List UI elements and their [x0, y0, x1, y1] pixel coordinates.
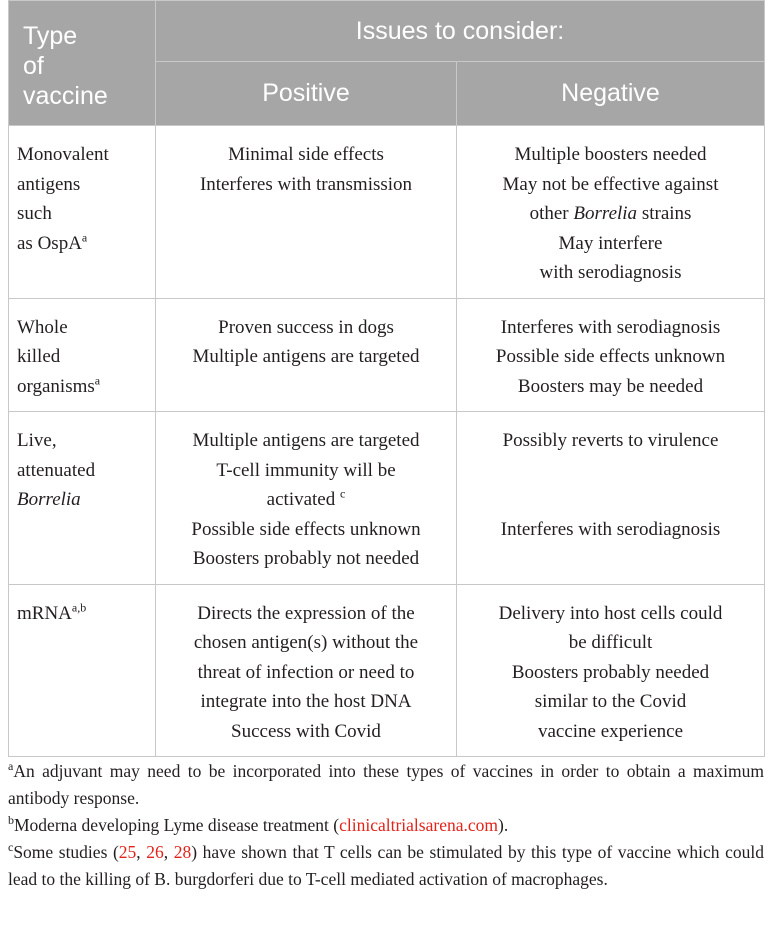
negative-cell: [457, 298, 765, 412]
type-cell: [9, 126, 156, 299]
type-cell: [9, 412, 156, 585]
type-line: Whole: [17, 316, 68, 338]
footnote-text: An adjuvant may need to be incorporated into these types of vaccines in order to obtain a maximum antibody response.: [8, 761, 764, 808]
footnote-mark: c: [8, 840, 14, 855]
type-text: mRNA: [17, 602, 72, 624]
positive-line: integrate into the host DNA: [200, 691, 412, 712]
footnote-text: Moderna developing Lyme disease treatment (: [14, 815, 340, 835]
header-type-line: Type: [23, 22, 78, 50]
vaccine-table: [8, 0, 765, 757]
positive-line: chosen antigen(s) without the: [193, 632, 419, 653]
negative-line: Interferes with serodiagnosis: [500, 518, 721, 540]
negative-line: similar to the Covid: [534, 691, 687, 712]
type-line: killed: [17, 346, 61, 367]
reference-link[interactable]: 26: [146, 842, 164, 862]
footnote-mark: a: [81, 230, 88, 245]
positive-text: activated: [266, 489, 336, 510]
reference-link[interactable]: 28: [173, 842, 192, 862]
negative-line: Possible side effects unknown: [495, 346, 726, 367]
footnote-mark: a: [8, 759, 14, 774]
footnote-text: Some studies (: [13, 842, 119, 862]
negative-line: vaccine experience: [537, 720, 684, 742]
negative-cell: [457, 126, 765, 299]
type-text: as OspA: [17, 232, 82, 254]
header-positive: Positive: [156, 62, 457, 126]
positive-line: Interferes with transmission: [199, 173, 413, 195]
spacer: [461, 456, 760, 515]
type-line: such: [17, 203, 52, 224]
type-cell: [9, 584, 156, 757]
table-row: [9, 412, 765, 585]
footnote-mark: a: [94, 373, 101, 388]
negative-line: [461, 199, 760, 229]
positive-line: Boosters probably not needed: [192, 548, 420, 569]
negative-line: Boosters may be needed: [517, 375, 704, 397]
table-row: [9, 298, 765, 412]
header-type-of-vaccine: [9, 1, 156, 126]
header-issues: Issues to consider:: [156, 1, 765, 62]
type-line: attenuated: [17, 459, 96, 481]
separator: ,: [163, 842, 174, 862]
negative-cell: [457, 412, 765, 585]
footnote-b: [8, 812, 764, 839]
negative-line: Boosters probably needed: [511, 661, 710, 683]
header-negative: Negative: [457, 62, 765, 126]
positive-line: Multiple antigens are targeted: [192, 346, 420, 367]
type-line: antigens: [17, 173, 81, 195]
positive-cell: [156, 298, 457, 412]
positive-cell: [156, 584, 457, 757]
source-link[interactable]: clinicaltrialsarena.com: [339, 815, 498, 835]
species-name: Borrelia: [573, 203, 638, 224]
footnote-text: ).: [498, 815, 509, 835]
type-line: [17, 229, 149, 259]
positive-line: Directs the expression of the: [197, 602, 415, 624]
table-row: [9, 126, 765, 299]
type-line: [17, 599, 149, 629]
negative-line: Possibly reverts to virulence: [502, 430, 719, 451]
type-line: Monovalent: [17, 144, 109, 165]
positive-line: Possible side effects unknown: [191, 518, 421, 540]
negative-text: other: [529, 203, 574, 224]
footnote-mark: a,b: [71, 600, 87, 615]
species-name: Borrelia: [17, 489, 81, 510]
separator: ,: [136, 842, 147, 862]
positive-cell: [156, 412, 457, 585]
positive-line: Proven success in dogs: [218, 316, 394, 338]
footnote-text: ) have shown that T cells can be stimulated by this type of vaccine which could lead to the killing of B. burgdorferi due to T-cell mediated activation of macrophages.: [8, 842, 764, 889]
negative-line: Delivery into host cells could: [498, 602, 723, 624]
table-row: [9, 584, 765, 757]
type-cell: [9, 298, 156, 412]
negative-cell: [457, 584, 765, 757]
positive-line: Minimal side effects: [228, 144, 384, 165]
negative-line: be difficult: [568, 632, 653, 653]
positive-line: threat of infection or need to: [197, 661, 415, 683]
negative-line: Multiple boosters needed: [514, 144, 707, 165]
type-line: Live,: [17, 430, 57, 451]
negative-line: Interferes with serodiagnosis: [500, 316, 721, 338]
header-type-line: of: [23, 52, 44, 80]
header-type-line: vaccine: [23, 82, 108, 110]
negative-line: May interfere: [558, 232, 663, 254]
table-footnotes: [8, 758, 764, 893]
positive-line: Multiple antigens are targeted: [192, 430, 420, 451]
negative-line: with serodiagnosis: [539, 262, 682, 283]
type-line: [17, 372, 149, 402]
reference-link[interactable]: 25: [118, 842, 137, 862]
type-text: organisms: [17, 375, 95, 397]
footnote-a: [8, 758, 764, 812]
positive-line: Success with Covid: [231, 720, 381, 742]
footnote-c: [8, 839, 764, 893]
type-line: [17, 485, 149, 515]
footnote-mark: c: [340, 486, 346, 501]
positive-cell: [156, 126, 457, 299]
positive-line: [160, 485, 452, 515]
negative-line: May not be effective against: [502, 173, 719, 195]
footnote-mark: b: [8, 813, 14, 828]
negative-text: strains: [637, 203, 692, 224]
positive-line: T-cell immunity will be: [216, 459, 396, 481]
